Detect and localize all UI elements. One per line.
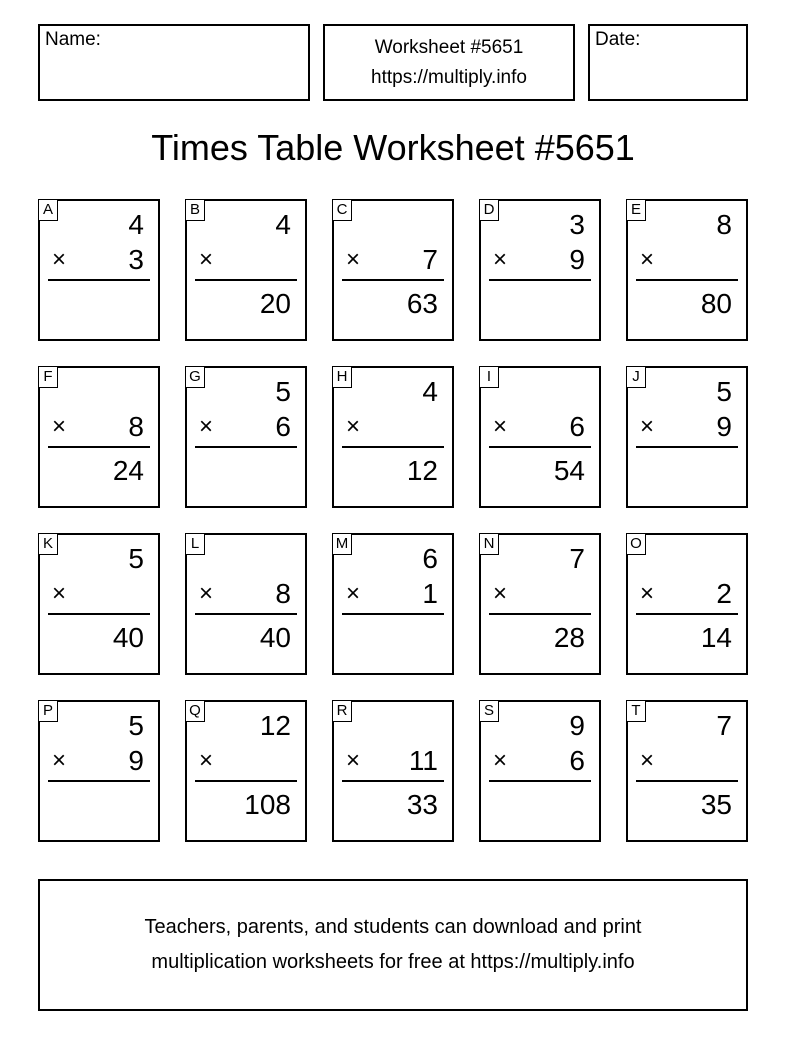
problem-card [185, 199, 307, 341]
problem-card [479, 199, 601, 341]
multiply-sign: × [52, 747, 67, 774]
multiply-sign: × [199, 580, 214, 607]
bottom-factor: 9 [716, 411, 732, 442]
bottom-factor: 8 [128, 411, 144, 442]
problem-label: D [479, 199, 499, 221]
problem-label: E [626, 199, 646, 221]
answer-value: 63 [406, 288, 438, 319]
problem-label: R [332, 700, 352, 722]
answer-value: 40 [259, 622, 291, 653]
top-factor: 7 [716, 710, 732, 741]
answer-value: 108 [244, 789, 291, 820]
problem-card [479, 533, 601, 675]
multiply-sign: × [346, 246, 361, 273]
date-box[interactable] [588, 24, 748, 101]
problem-label: L [185, 533, 205, 555]
top-factor: 12 [259, 710, 291, 741]
problem-label: M [332, 533, 352, 555]
answer-line [636, 613, 738, 615]
top-factor: 4 [422, 376, 438, 407]
problem-card [38, 199, 160, 341]
top-factor: 8 [716, 209, 732, 240]
problem-label: T [626, 700, 646, 722]
footer-line-1: Teachers, parents, and students can download and print [144, 916, 642, 938]
problem-label: J [626, 366, 646, 388]
multiply-sign: × [640, 747, 655, 774]
answer-value: 33 [406, 789, 438, 820]
problem-label: G [185, 366, 205, 388]
multiply-sign: × [493, 246, 508, 273]
multiply-sign: × [640, 246, 655, 273]
multiply-sign: × [199, 246, 214, 273]
footer-line-2: multiplication worksheets for free at https://multiply.info [151, 951, 635, 973]
multiply-sign: × [493, 580, 508, 607]
problem-label: C [332, 199, 352, 221]
bottom-factor: 3 [128, 244, 144, 275]
answer-line [195, 613, 297, 615]
problem-card [479, 700, 601, 842]
problem-card [38, 700, 160, 842]
multiply-sign: × [199, 413, 214, 440]
problem-card [626, 199, 748, 341]
top-factor: 5 [275, 376, 291, 407]
problem-label: O [626, 533, 646, 555]
top-factor: 4 [128, 209, 144, 240]
multiply-sign: × [640, 413, 655, 440]
answer-line [48, 279, 150, 281]
problem-card [626, 700, 748, 842]
worksheet-number: Worksheet #5651 [374, 36, 524, 58]
problem-label: S [479, 700, 499, 722]
top-factor: 9 [569, 710, 585, 741]
problem-card [38, 366, 160, 508]
problem-label: B [185, 199, 205, 221]
worksheet-url: https://multiply.info [371, 66, 527, 88]
answer-line [195, 780, 297, 782]
bottom-factor: 2 [716, 578, 732, 609]
footer-box [38, 879, 748, 1011]
answer-line [195, 446, 297, 448]
answer-value: 35 [700, 789, 732, 820]
bottom-factor: 6 [569, 745, 585, 776]
multiply-sign: × [199, 747, 214, 774]
problem-card [185, 366, 307, 508]
multiply-sign: × [52, 413, 67, 440]
answer-value: 28 [553, 622, 585, 653]
answer-line [48, 780, 150, 782]
answer-line [636, 279, 738, 281]
bottom-factor: 9 [569, 244, 585, 275]
name-box[interactable] [38, 24, 310, 101]
multiply-sign: × [52, 246, 67, 273]
answer-value: 20 [259, 288, 291, 319]
multiply-sign: × [640, 580, 655, 607]
top-factor: 5 [128, 543, 144, 574]
top-factor: 4 [275, 209, 291, 240]
answer-line [342, 780, 444, 782]
answer-value: 40 [112, 622, 144, 653]
answer-value: 12 [406, 455, 438, 486]
problem-label: A [38, 199, 58, 221]
multiply-sign: × [52, 580, 67, 607]
bottom-factor: 11 [408, 745, 438, 776]
problem-label: K [38, 533, 58, 555]
multiply-sign: × [493, 747, 508, 774]
problem-card [332, 199, 454, 341]
top-factor: 5 [716, 376, 732, 407]
date-label: Date: [595, 29, 641, 50]
answer-value: 24 [112, 455, 144, 486]
multiply-sign: × [346, 413, 361, 440]
problem-card [626, 366, 748, 508]
answer-line [48, 446, 150, 448]
multiply-sign: × [346, 580, 361, 607]
problem-label: Q [185, 700, 205, 722]
name-label: Name: [45, 29, 101, 50]
top-factor: 7 [569, 543, 585, 574]
bottom-factor: 8 [275, 578, 291, 609]
answer-line [489, 446, 591, 448]
top-factor: 5 [128, 710, 144, 741]
page-title: Times Table Worksheet #5651 [151, 127, 635, 168]
top-factor: 6 [422, 543, 438, 574]
problem-label: H [332, 366, 352, 388]
problem-label: P [38, 700, 58, 722]
problem-card [479, 366, 601, 508]
answer-line [489, 613, 591, 615]
bottom-factor: 6 [569, 411, 585, 442]
answer-line [636, 780, 738, 782]
answer-line [195, 279, 297, 281]
problem-card [332, 700, 454, 842]
top-factor: 3 [569, 209, 585, 240]
problem-label: N [479, 533, 499, 555]
answer-line [489, 780, 591, 782]
problem-label: I [479, 366, 499, 388]
answer-line [48, 613, 150, 615]
problem-card [38, 533, 160, 675]
answer-line [342, 613, 444, 615]
answer-line [342, 446, 444, 448]
problem-card [626, 533, 748, 675]
problem-card [332, 533, 454, 675]
answer-line [342, 279, 444, 281]
answer-value: 54 [553, 455, 585, 486]
answer-value: 14 [700, 622, 732, 653]
problem-card [332, 366, 454, 508]
answer-line [489, 279, 591, 281]
problem-card [185, 700, 307, 842]
problem-card [185, 533, 307, 675]
bottom-factor: 1 [422, 578, 438, 609]
bottom-factor: 9 [128, 745, 144, 776]
problem-label: F [38, 366, 58, 388]
worksheet-id-box [323, 24, 575, 101]
answer-line [636, 446, 738, 448]
bottom-factor: 6 [275, 411, 291, 442]
bottom-factor: 7 [422, 244, 438, 275]
multiply-sign: × [346, 747, 361, 774]
multiply-sign: × [493, 413, 508, 440]
answer-value: 80 [700, 288, 732, 319]
